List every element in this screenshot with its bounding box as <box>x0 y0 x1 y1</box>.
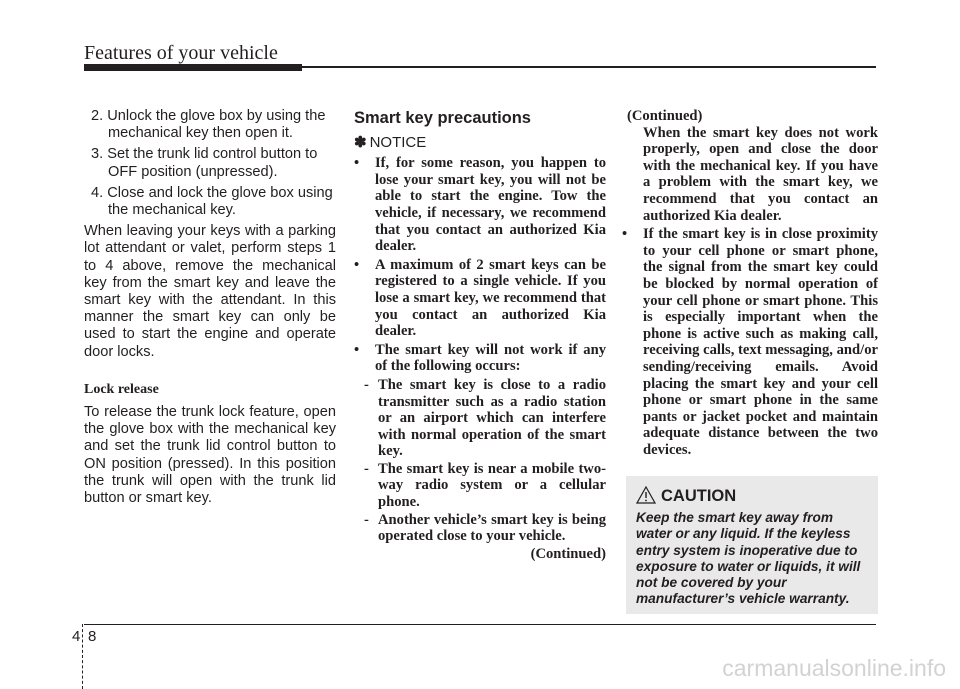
condition-other-key: - Another vehicle’s smart key is being operated close to your vehicle. <box>364 511 606 545</box>
bullet-icon: • <box>354 341 360 358</box>
footer-divider <box>82 624 83 689</box>
continued-label: (Continued) <box>530 545 606 562</box>
caution-box <box>626 476 878 614</box>
caution-text: Keep the smart key away from water or any liquid. If the keyless entry system is inoperative due to exposure to water or liquids, it will not be covered by your manufacturer’s vehicle warranty. <box>636 510 861 607</box>
watermark: carmanualsonline.info <box>722 655 946 681</box>
column-left <box>84 108 336 507</box>
step-2: 2. Unlock the glove box by using the mechanical key then open it. <box>91 108 326 142</box>
column-middle <box>354 108 606 562</box>
key-not-work-paragraph: When the smart key does not work properly, open and close the door with the mechanical key. If you have a problem with the smart key, we recommend that you contact an authorized Kia dealer. <box>643 124 878 224</box>
step-4: 4. Close and lock the glove box using the mechanical key. <box>91 184 333 219</box>
bullet-icon: • <box>622 226 628 243</box>
notice-bullet-not-work: • The smart key will not work if any of the following occurs: <box>354 341 606 375</box>
column-right <box>622 108 878 460</box>
continued-heading: (Continued) <box>627 108 703 124</box>
notice-heading <box>354 135 606 152</box>
section-title: Features of your vehicle <box>84 42 278 64</box>
condition-radio-transmitter: - The smart key is close to a radio transmitter such as a radio station or an airport which can interfere with normal operation of the smart key. <box>364 376 606 460</box>
header-accent-bar <box>84 64 302 71</box>
lock-release-heading: Lock release <box>84 381 159 397</box>
notice-star-icon: ✽ <box>354 133 367 151</box>
caution-title: CAUTION <box>661 487 737 505</box>
condition-mobile-radio: - The smart key is near a mobile two-way radio system or a cellular phone. <box>364 460 606 511</box>
lock-release-paragraph: To release the trunk lock feature, open the glove box with the mechanical key and set the trunk lid control button to ON position (pressed). In this position the trunk will open with the trunk lid button or smart key. <box>84 404 336 507</box>
bullet-icon: • <box>354 155 360 172</box>
step-3: 3. Set the trunk lid control button to OFF position (unpressed). <box>91 146 318 180</box>
chapter-number: 4 <box>72 628 81 645</box>
smart-key-precautions-heading: Smart key precautions <box>354 109 531 127</box>
bullet-icon: • <box>354 256 360 273</box>
notice-bullet-max-keys: • A maximum of 2 smart keys can be registered to a single vehicle. If you lose a smart key, we recommend that you contact an authorized Kia dealer. <box>354 256 606 340</box>
warning-triangle-icon <box>636 486 656 504</box>
valet-paragraph: When leaving your keys with a parking lot attendant or valet, perform steps 1 to 4 above, remove the mechanical key from the smart key and leave the smart key with the attendant. In this manner the smart key can only be used to start the engine and operate door locks. <box>84 223 336 360</box>
footer-rule <box>84 624 876 625</box>
notice-bullet-lost-key: • If, for some reason, you happen to lose your smart key, you will not be able to start the engine. Tow the vehicle, if necessary, we recommend that you contact an authorized Kia dealer. <box>354 155 606 255</box>
page-number: 8 <box>88 628 97 645</box>
notice-label: NOTICE <box>369 133 427 151</box>
notice-bullet-cell-phone: • If the smart key is in close proximity to your cell phone or smart phone, the signal from the smart key could be blocked by normal operation of your cell phone or smart phone. This is especially important when the phone is active such as making call, receiving calls, text messaging, and/or sending/receiving emails. Avoid placing the smart key and your cell phone or smart phone in the same pants or jacket pocket and maintain adequate distance between the two devices. <box>622 226 878 458</box>
